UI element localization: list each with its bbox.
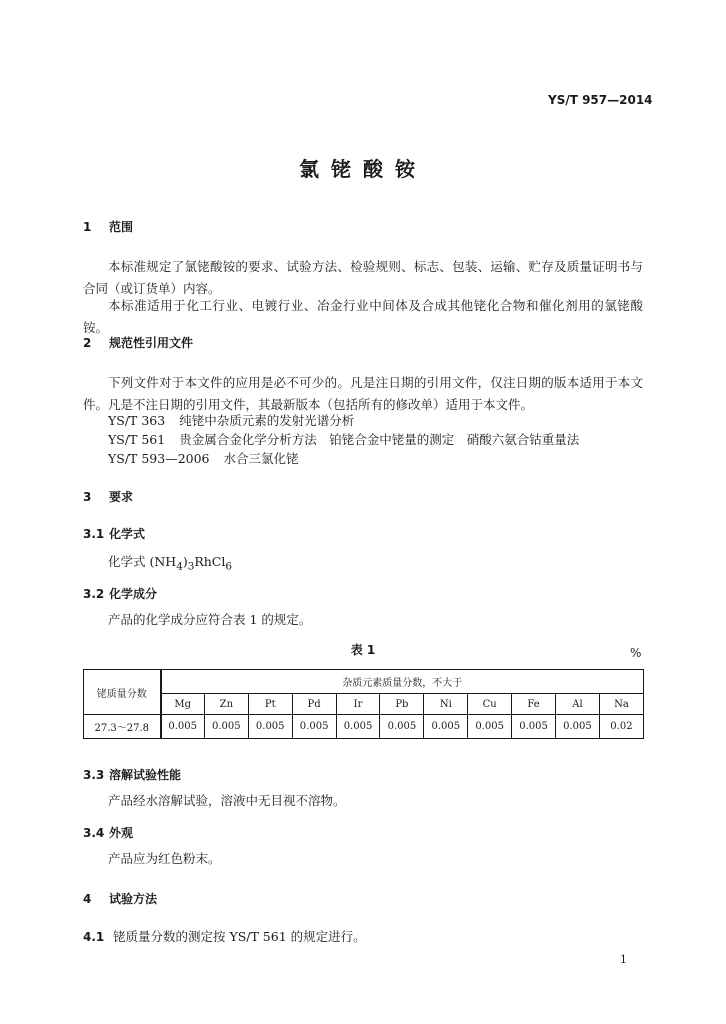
element-header: Mg <box>161 694 205 715</box>
impurity-value: 0.005 <box>424 715 468 739</box>
section-number: 1 <box>83 220 92 234</box>
section-number: 4 <box>83 892 92 906</box>
section-title: 溶解试验性能 <box>109 768 182 782</box>
section-3-4-text: 产品应为红色粉末。 <box>108 851 221 866</box>
section-text: 铑质量分数的测定按 YS/T 561 的规定进行。 <box>113 929 366 944</box>
section-number: 3.3 <box>83 768 105 782</box>
impurity-value: 0.005 <box>204 715 248 739</box>
section-2-intro: 下列文件对于本文件的应用是必不可少的。凡是注日期的引用文件，仅注日期的版本适用于本文件。凡是不注日期的引用文件，其最新版本（包括所有的修改单）适用于本文件。 <box>83 375 643 412</box>
element-header: Ir <box>336 694 380 715</box>
impurity-value: 0.005 <box>248 715 292 739</box>
element-header: Na <box>599 694 643 715</box>
element-header: Pd <box>292 694 336 715</box>
impurity-value: 0.005 <box>380 715 424 739</box>
standard-code: YS/T 957—2014 <box>548 93 653 107</box>
section-2-heading <box>83 334 193 351</box>
element-header: Pb <box>380 694 424 715</box>
section-title: 试验方法 <box>109 892 158 906</box>
section-3-2-text: 产品的化学成分应符合表 1 的规定。 <box>108 612 312 627</box>
reference-code: YS/T 561 <box>108 432 166 447</box>
section-1-paragraph-1: 本标准规定了氯铑酸铵的要求、试验方法、检验规则、标志、包装、运输、贮存及质量证明书与合同（或订货单）内容。 <box>83 259 643 296</box>
chemical-composition-table <box>83 669 644 739</box>
impurity-value: 0.005 <box>556 715 600 739</box>
section-title: 范围 <box>109 220 134 234</box>
reference-code: YS/T 593—2006 <box>108 451 210 466</box>
rh-content-header: 铑质量分数 <box>84 670 161 715</box>
impurity-value: 0.005 <box>161 715 205 739</box>
section-3-1-heading <box>83 525 145 542</box>
impurity-value: 0.005 <box>336 715 380 739</box>
reference-title: 水合三氯化铑 <box>223 451 299 466</box>
section-number: 3.4 <box>83 826 105 840</box>
section-4-heading <box>83 890 157 907</box>
section-3-heading <box>83 488 133 505</box>
section-number: 4.1 <box>83 930 105 944</box>
section-number: 2 <box>83 336 92 350</box>
section-title: 化学成分 <box>109 587 158 601</box>
impurity-header: 杂质元素质量分数，不大于 <box>161 670 644 694</box>
section-3-4-heading <box>83 824 133 841</box>
reference-item <box>108 448 299 470</box>
reference-title: 贵金属合金化学分析方法 铂铑合金中铑量的测定 硝酸六氨合钴重量法 <box>179 432 580 447</box>
section-title: 外观 <box>109 826 134 840</box>
element-header: Fe <box>512 694 556 715</box>
table-unit: % <box>630 646 642 660</box>
section-1-paragraph-2: 本标准适用于化工行业、电镀行业、冶金行业中间体及合成其他铑化合物和催化剂用的氯铑酸铵。 <box>83 298 643 335</box>
section-title: 要求 <box>109 490 134 504</box>
impurity-value: 0.005 <box>512 715 556 739</box>
impurity-value: 0.005 <box>468 715 512 739</box>
section-4-1-text <box>83 926 366 948</box>
chemical-formula: 化学式 $(NH_4)_3RhCl_6$ <box>108 554 232 573</box>
impurity-value: 0.005 <box>292 715 336 739</box>
table-title: 表 1 <box>350 643 376 657</box>
section-3-3-text: 产品经水溶解试验，溶液中无目视不溶物。 <box>108 793 346 808</box>
section-number: 3 <box>83 490 92 504</box>
section-number: 3.2 <box>83 587 105 601</box>
impurity-value: 0.02 <box>599 715 643 739</box>
page-number: 1 <box>620 953 627 966</box>
reference-title: 纯铑中杂质元素的发射光谱分析 <box>179 413 355 428</box>
section-title: 规范性引用文件 <box>109 336 194 350</box>
section-3-2-heading <box>83 585 157 602</box>
element-header: Zn <box>204 694 248 715</box>
reference-code: YS/T 363 <box>108 413 166 428</box>
section-title: 化学式 <box>109 527 146 541</box>
element-header: Cu <box>468 694 512 715</box>
rh-content-value: 27.3～27.8 <box>84 715 161 739</box>
section-3-3-heading <box>83 766 181 783</box>
document-title: 氯铑酸铵 <box>299 157 427 181</box>
element-header: Al <box>556 694 600 715</box>
element-header: Ni <box>424 694 468 715</box>
element-header: Pt <box>248 694 292 715</box>
section-number: 3.1 <box>83 527 105 541</box>
section-1-heading <box>83 218 133 235</box>
